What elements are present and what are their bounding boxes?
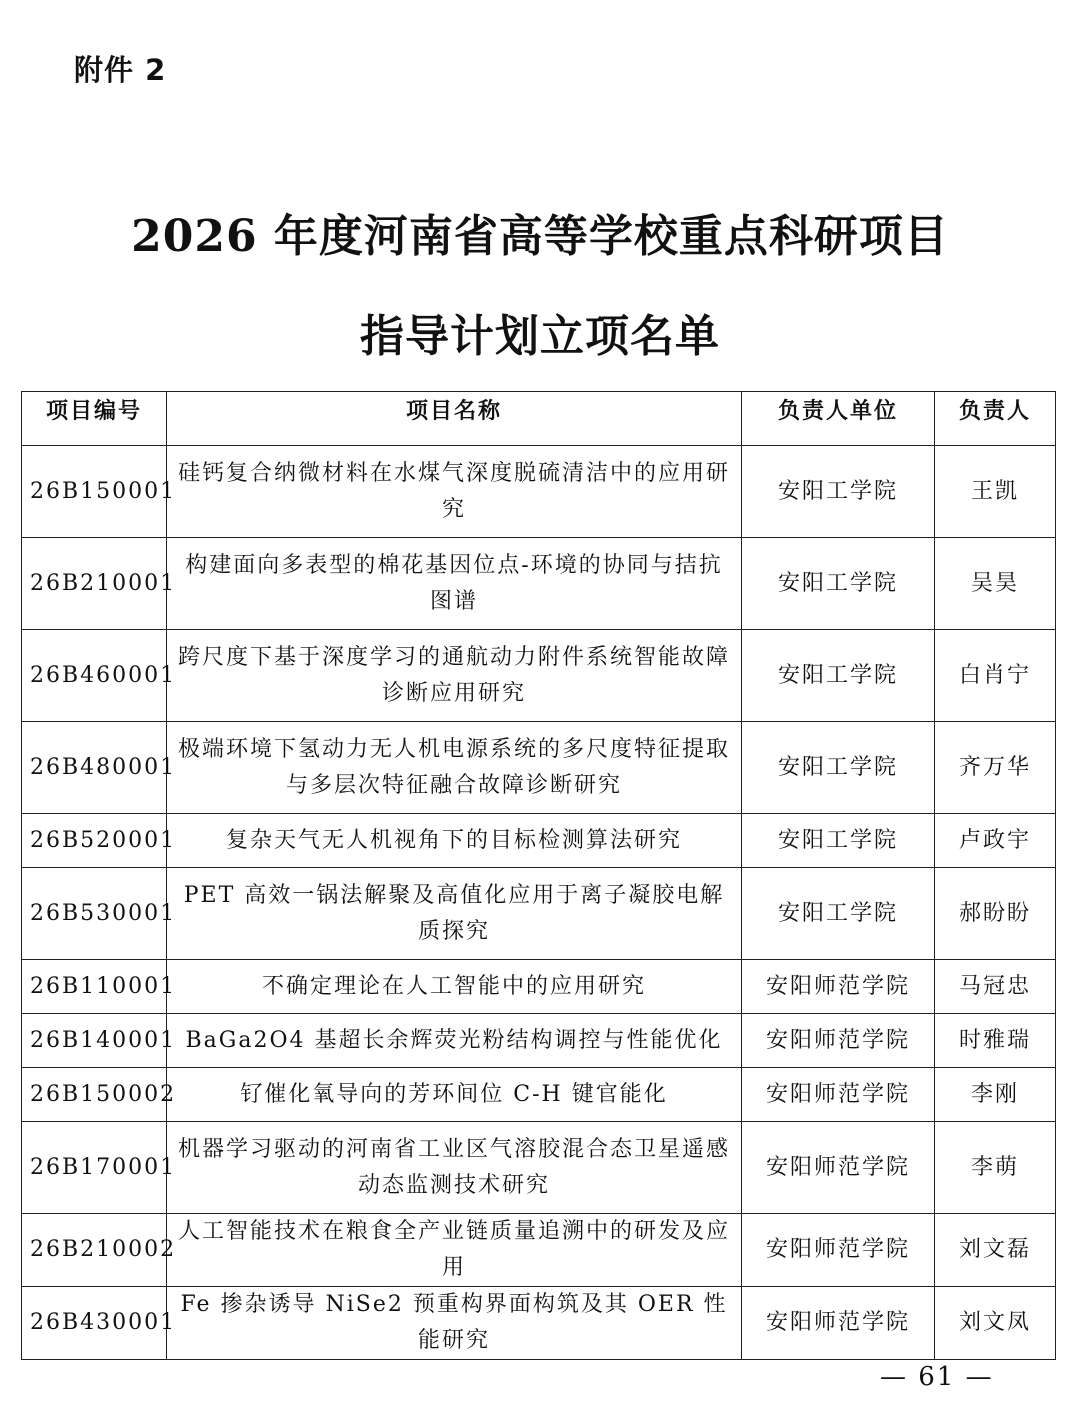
document-title-line-1: 2026 年度河南省高等学校重点科研项目: [131, 211, 949, 262]
leader-unit: 安阳工学院: [742, 814, 935, 868]
leader-unit: 安阳工学院: [742, 446, 935, 538]
leader-unit: 安阳师范学院: [742, 1068, 935, 1122]
project-name: 不确定理论在人工智能中的应用研究: [167, 960, 742, 1014]
table-row: [22, 446, 1056, 538]
project-code: 26B430001: [22, 1287, 167, 1360]
leader-unit: 安阳工学院: [742, 630, 935, 722]
leader-unit: 安阳师范学院: [742, 1214, 935, 1287]
leader-name: 李刚: [935, 1068, 1056, 1122]
table-row: [22, 1068, 1056, 1122]
page-number: — 61 —: [880, 1362, 994, 1392]
project-name: 机器学习驱动的河南省工业区气溶胶混合态卫星遥感动态监测技术研究: [167, 1122, 742, 1214]
leader-name: 刘文凤: [935, 1287, 1056, 1360]
table-row: [22, 630, 1056, 722]
project-name: 跨尺度下基于深度学习的通航动力附件系统智能故障诊断应用研究: [167, 630, 742, 722]
leader-name: 刘文磊: [935, 1214, 1056, 1287]
project-name: PET 高效一锅法解聚及高值化应用于离子凝胶电解质探究: [167, 868, 742, 960]
header-leader-unit: 负责人单位: [742, 392, 935, 446]
project-code: 26B520001: [22, 814, 167, 868]
project-code: 26B110001: [22, 960, 167, 1014]
header-leader: 负责人: [935, 392, 1056, 446]
document-title-line-2: 指导计划立项名单: [360, 311, 720, 362]
leader-unit: 安阳工学院: [742, 868, 935, 960]
header-project-name: 项目名称: [167, 392, 742, 446]
project-code: 26B150002: [22, 1068, 167, 1122]
table-row: [22, 1122, 1056, 1214]
attachment-label: 附件 2: [74, 53, 167, 87]
leader-name: 白肖宁: [935, 630, 1056, 722]
table-row: [22, 814, 1056, 868]
table-row: [22, 960, 1056, 1014]
table-row: [22, 1287, 1056, 1360]
leader-unit: 安阳师范学院: [742, 1287, 935, 1360]
project-code: 26B170001: [22, 1122, 167, 1214]
project-code: 26B480001: [22, 722, 167, 814]
leader-name: 马冠忠: [935, 960, 1056, 1014]
project-code: 26B530001: [22, 868, 167, 960]
leader-unit: 安阳师范学院: [742, 1014, 935, 1068]
leader-name: 卢政宇: [935, 814, 1056, 868]
leader-name: 齐万华: [935, 722, 1056, 814]
leader-name: 李萌: [935, 1122, 1056, 1214]
header-project-code: 项目编号: [22, 392, 167, 446]
table-row: [22, 538, 1056, 630]
table-row: [22, 722, 1056, 814]
leader-unit: 安阳工学院: [742, 722, 935, 814]
leader-name: 王凯: [935, 446, 1056, 538]
project-name: Fe 掺杂诱导 NiSe2 预重构界面构筑及其 OER 性能研究: [167, 1287, 742, 1360]
project-code: 26B140001: [22, 1014, 167, 1068]
leader-name: 郝盼盼: [935, 868, 1056, 960]
project-list-table: [21, 391, 1056, 1360]
project-name: 复杂天气无人机视角下的目标检测算法研究: [167, 814, 742, 868]
project-code: 26B150001: [22, 446, 167, 538]
project-name: 极端环境下氢动力无人机电源系统的多尺度特征提取与多层次特征融合故障诊断研究: [167, 722, 742, 814]
table-row: [22, 1214, 1056, 1287]
leader-name: 吴昊: [935, 538, 1056, 630]
project-name: 钌催化氧导向的芳环间位 C-H 键官能化: [167, 1068, 742, 1122]
project-name: 人工智能技术在粮食全产业链质量追溯中的研发及应用: [167, 1214, 742, 1287]
project-code: 26B210001: [22, 538, 167, 630]
leader-unit: 安阳师范学院: [742, 1122, 935, 1214]
table-header-row: [22, 392, 1056, 446]
project-code: 26B210002: [22, 1214, 167, 1287]
leader-unit: 安阳工学院: [742, 538, 935, 630]
project-name: 硅钙复合纳微材料在水煤气深度脱硫清洁中的应用研究: [167, 446, 742, 538]
leader-unit: 安阳师范学院: [742, 960, 935, 1014]
table-row: [22, 868, 1056, 960]
project-name: BaGa2O4 基超长余辉荧光粉结构调控与性能优化: [167, 1014, 742, 1068]
project-name: 构建面向多表型的棉花基因位点-环境的协同与拮抗图谱: [167, 538, 742, 630]
table-row: [22, 1014, 1056, 1068]
leader-name: 时雅瑞: [935, 1014, 1056, 1068]
project-code: 26B460001: [22, 630, 167, 722]
